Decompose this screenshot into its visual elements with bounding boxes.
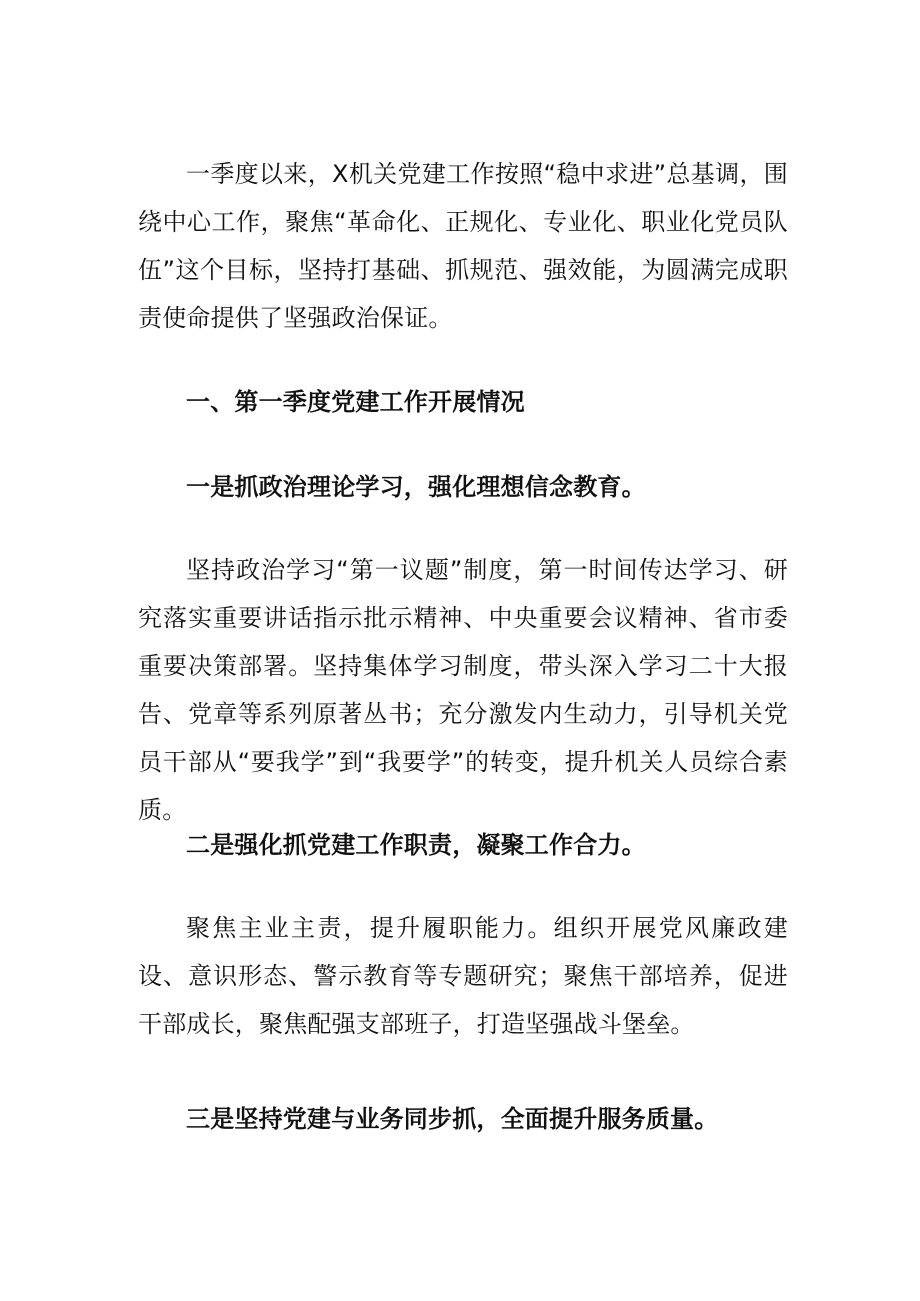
item-heading-1: 一是抓政治理论学习，强化理想信念教育。 bbox=[186, 473, 646, 501]
item-body-1: 坚持政治学习“第一议题”制度，第一时间传达学习、研究落实重要讲话指示批示精神、中央重要会议精神、省市委重要决策部署。坚持集体学习制度，带头深入学习二十大报告、党章等系列原著丛书；充分激发内生动力，引导机关党员干部从“要我学”到“我要学”的转变，提升机关人员综合素质。 bbox=[138, 556, 788, 824]
intro-paragraph: 一季度以来，X机关党建工作按照“稳中求进”总基调，围绕中心工作，聚焦“革命化、正规化、专业化、职业化党员队伍”这个目标，坚持打基础、抓规范、强效能，为圆满完成职责使命提供了坚强政治保证。 bbox=[138, 160, 788, 332]
section-heading-1: 一、第一季度党建工作开展情况 bbox=[186, 388, 525, 416]
item-heading-2: 二是强化抓党建工作职责，凝聚工作合力。 bbox=[186, 831, 646, 859]
item-heading-3: 三是坚持党建与业务同步抓，全面提升服务质量。 bbox=[186, 1105, 719, 1133]
item-body-2: 聚焦主业主责，提升履职能力。组织开展党风廉政建设、意识形态、警示教育等专题研究；聚焦干部培养，促进干部成长，聚焦配强支部班子，打造坚强战斗堡垒。 bbox=[138, 914, 788, 1038]
